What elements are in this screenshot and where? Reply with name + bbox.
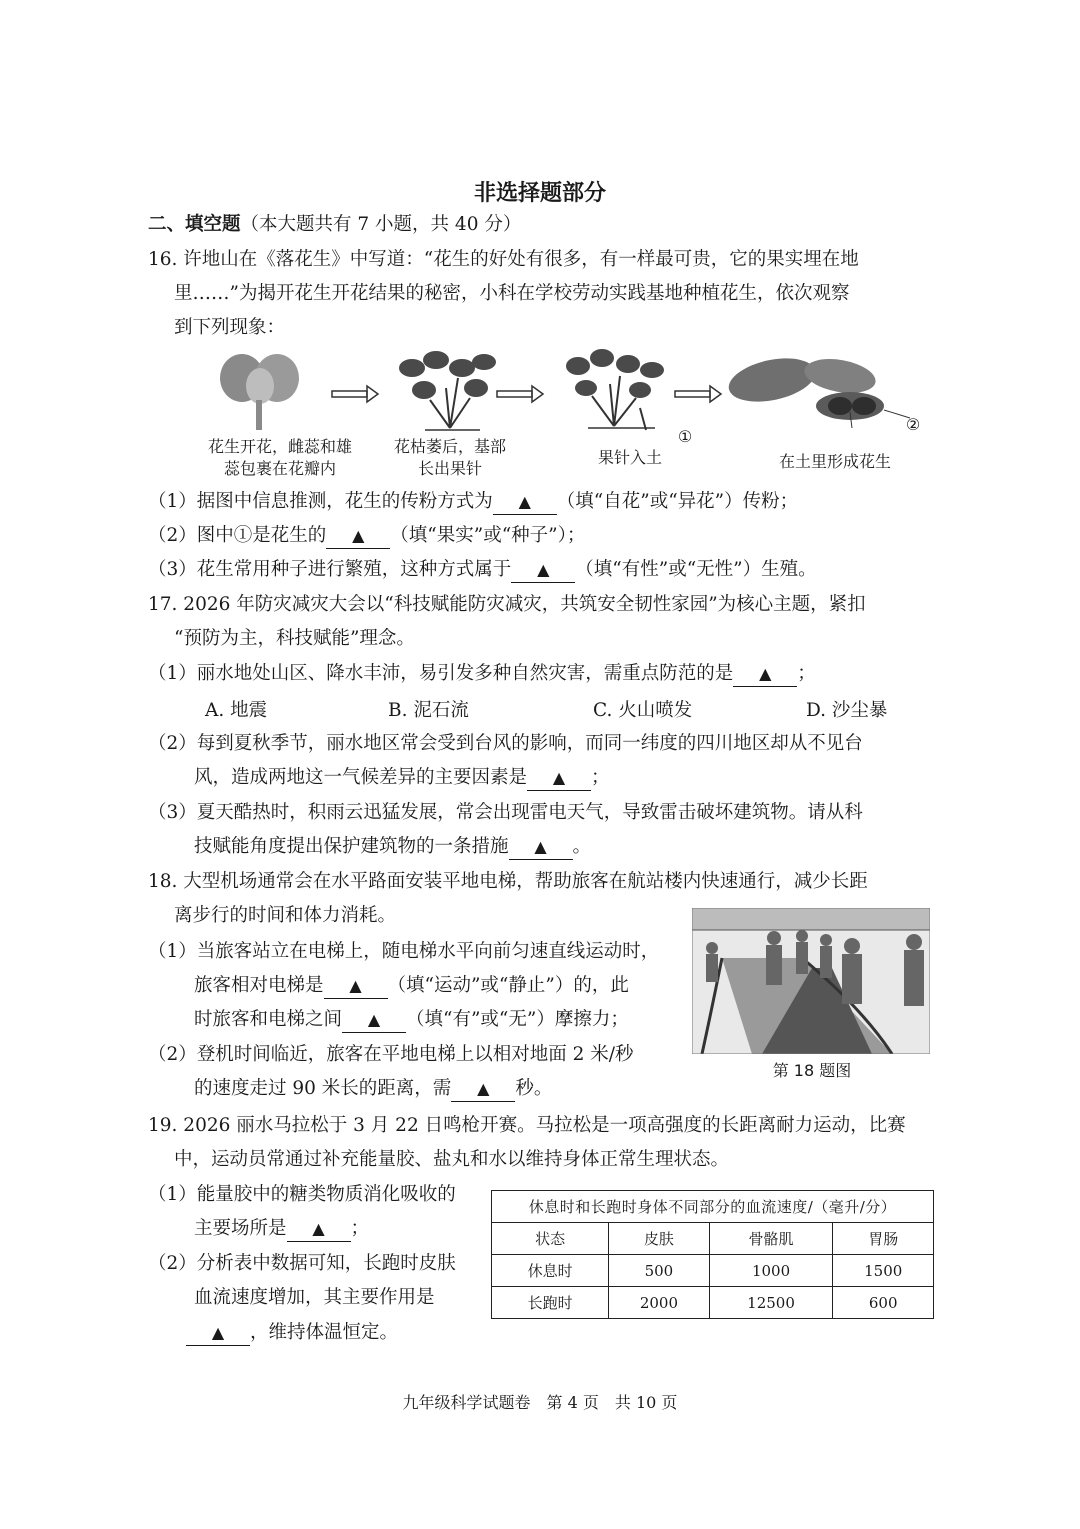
- answer-blank[interactable]: ▲: [324, 974, 388, 999]
- q19-part2-line2: 血流速度增加，其主要作用是: [194, 1287, 435, 1308]
- q18-part1-line1: （1）当旅客站立在电梯上，随电梯水平向前匀速直线运动时，: [148, 941, 660, 962]
- answer-blank[interactable]: ▲: [186, 1321, 250, 1346]
- escalator-figure: [692, 908, 930, 1054]
- table-cell: 长跑时: [492, 1287, 609, 1319]
- answer-blank[interactable]: ▲: [527, 766, 591, 791]
- answer-blank[interactable]: ▲: [733, 662, 797, 687]
- table-row: [492, 1255, 934, 1287]
- answer-blank[interactable]: ▲: [451, 1077, 515, 1102]
- table-cell: 12500: [709, 1287, 833, 1319]
- blood-flow-table: [491, 1190, 934, 1319]
- q16-part2: （2）图中①是花生的 ▲ （填“果实”或“种子”）；: [148, 524, 585, 549]
- stage1-caption: 花生开花，雌蕊和雄 蕊包裹在花瓣内: [207, 437, 352, 478]
- answer-blank[interactable]: ▲: [509, 835, 573, 860]
- answer-blank[interactable]: ▲: [511, 558, 575, 583]
- table-cell: 600: [833, 1287, 934, 1319]
- q16-line2: 里……”为揭开花生开花结果的秘密，小科在学校劳动实践基地种植花生，依次观察: [174, 283, 850, 304]
- table-cell: 2000: [609, 1287, 710, 1319]
- table-row: [492, 1287, 934, 1319]
- peanut-stages-figure: [200, 348, 920, 438]
- stage3-caption: 果针入土: [597, 448, 662, 467]
- figure-caption-18: 第 18 题图: [772, 1061, 852, 1080]
- page-title: 非选择题部分: [473, 180, 606, 206]
- q18-part1-line2: 旅客相对电梯是 ▲ （填“运动”或“静止”）的，此: [194, 974, 629, 999]
- table-header: 皮肤: [609, 1223, 710, 1255]
- table-header: 骨骼肌: [709, 1223, 833, 1255]
- option-b[interactable]: B. 泥石流: [388, 700, 469, 721]
- q17-part3-line2: 技赋能角度提出保护建筑物的一条措施 ▲ 。: [194, 835, 591, 860]
- q16-line3: 到下列现象：: [174, 317, 286, 338]
- option-a[interactable]: A. 地震: [205, 700, 268, 721]
- q17-line1: 17. 2026 年防灾减灾大会以“科技赋能防灾减灾，共筑安全韧性家园”为核心主题，紧扣: [148, 594, 866, 615]
- peanut-pods-image: [725, 351, 910, 428]
- q18-line2: 离步行的时间和体力消耗。: [174, 905, 397, 926]
- table-header-row: [492, 1223, 934, 1255]
- table-cell: 休息时: [492, 1255, 609, 1287]
- table-cell: 1000: [709, 1255, 833, 1287]
- table-cell: 1500: [833, 1255, 934, 1287]
- q17-part3-line1: （3）夏天酷热时，积雨云迅猛发展，常会出现雷电天气，导致雷击破坏建筑物。请从科: [148, 802, 863, 823]
- answer-blank[interactable]: ▲: [342, 1008, 406, 1033]
- table-header: 胃肠: [833, 1223, 934, 1255]
- figure-label-1: ①: [677, 427, 693, 446]
- section-note: （本大题共有 7 小题，共 40 分）: [240, 214, 522, 235]
- arrow-icon: [675, 386, 721, 402]
- q18-part2-line1: （2）登机时间临近，旅客在平地电梯上以相对地面 2 米/秒: [148, 1044, 634, 1065]
- q18-part1-line3: 时旅客和电梯之间 ▲ （填“有”或“无”）摩擦力；: [194, 1008, 629, 1033]
- table-header: 状态: [492, 1223, 609, 1255]
- q17-part2-line2: 风，造成两地这一气候差异的主要因素是 ▲ ；: [194, 766, 610, 791]
- figure-label-2: ②: [905, 415, 921, 434]
- q17-part2-line1: （2）每到夏秋季节，丽水地区常会受到台风的影响，而同一纬度的四川地区却从不见台: [148, 733, 863, 754]
- peanut-plant-image: [399, 351, 496, 430]
- q18-part2-line2: 的速度走过 90 米长的距离，需 ▲ 秒。: [194, 1077, 552, 1102]
- q17-part1: （1）丽水地处山区、降水丰沛，易引发多种自然灾害，需重点防范的是 ▲ ；: [148, 662, 816, 687]
- q16-line1: 16. 许地山在《落花生》中写道：“花生的好处有很多，有一样最可贵，它的果实埋在地: [148, 249, 859, 270]
- stage2-caption: 花枯萎后，基部 长出果针: [393, 437, 506, 478]
- q19-line1: 19. 2026 丽水马拉松于 3 月 22 日鸣枪开赛。马拉松是一项高强度的长距离耐力运动，比赛: [148, 1115, 906, 1136]
- peanut-flower-image: [220, 354, 299, 430]
- arrow-icon: [332, 386, 378, 402]
- answer-blank[interactable]: ▲: [493, 490, 557, 515]
- q19-part1-line2: 主要场所是 ▲ ；: [194, 1217, 369, 1242]
- q16-part3: （3）花生常用种子进行繁殖，这种方式属于 ▲ （填“有性”或“无性”）生殖。: [148, 558, 817, 583]
- q19-line2: 中，运动员常通过补充能量胶、盐丸和水以维持身体正常生理状态。: [174, 1149, 730, 1170]
- q16-part1: （1）据图中信息推测，花生的传粉方式为 ▲ （填“自花”或“异花”）传粉；: [148, 490, 798, 515]
- arrow-icon: [497, 386, 543, 402]
- q19-part2-line1: （2）分析表中数据可知，长跑时皮肤: [148, 1253, 456, 1274]
- option-d[interactable]: D. 沙尘暴: [806, 700, 888, 721]
- peanut-plant-pegging-image: [566, 349, 664, 430]
- section-heading: [148, 213, 521, 237]
- table-caption: 休息时和长跑时身体不同部分的血流速度/（毫升/分）: [492, 1191, 934, 1223]
- stage4-caption: 在土里形成花生: [778, 452, 891, 471]
- page-footer: 九年级科学试题卷 第 4 页 共 10 页: [402, 1393, 678, 1412]
- answer-blank[interactable]: ▲: [287, 1217, 351, 1242]
- q18-line1: 18. 大型机场通常会在水平路面安装平地电梯，帮助旅客在航站楼内快速通行，减少长距: [148, 871, 868, 892]
- q19-part1-line1: （1）能量胶中的糖类物质消化吸收的: [148, 1184, 456, 1205]
- q19-part2-line3: ▲ ，维持体温恒定。: [186, 1321, 398, 1346]
- answer-blank[interactable]: ▲: [326, 524, 390, 549]
- table-cell: 500: [609, 1255, 710, 1287]
- q17-line2: “预防为主，科技赋能”理念。: [174, 628, 415, 649]
- option-c[interactable]: C. 火山喷发: [593, 700, 693, 721]
- section-label: 二、填空题: [148, 214, 241, 235]
